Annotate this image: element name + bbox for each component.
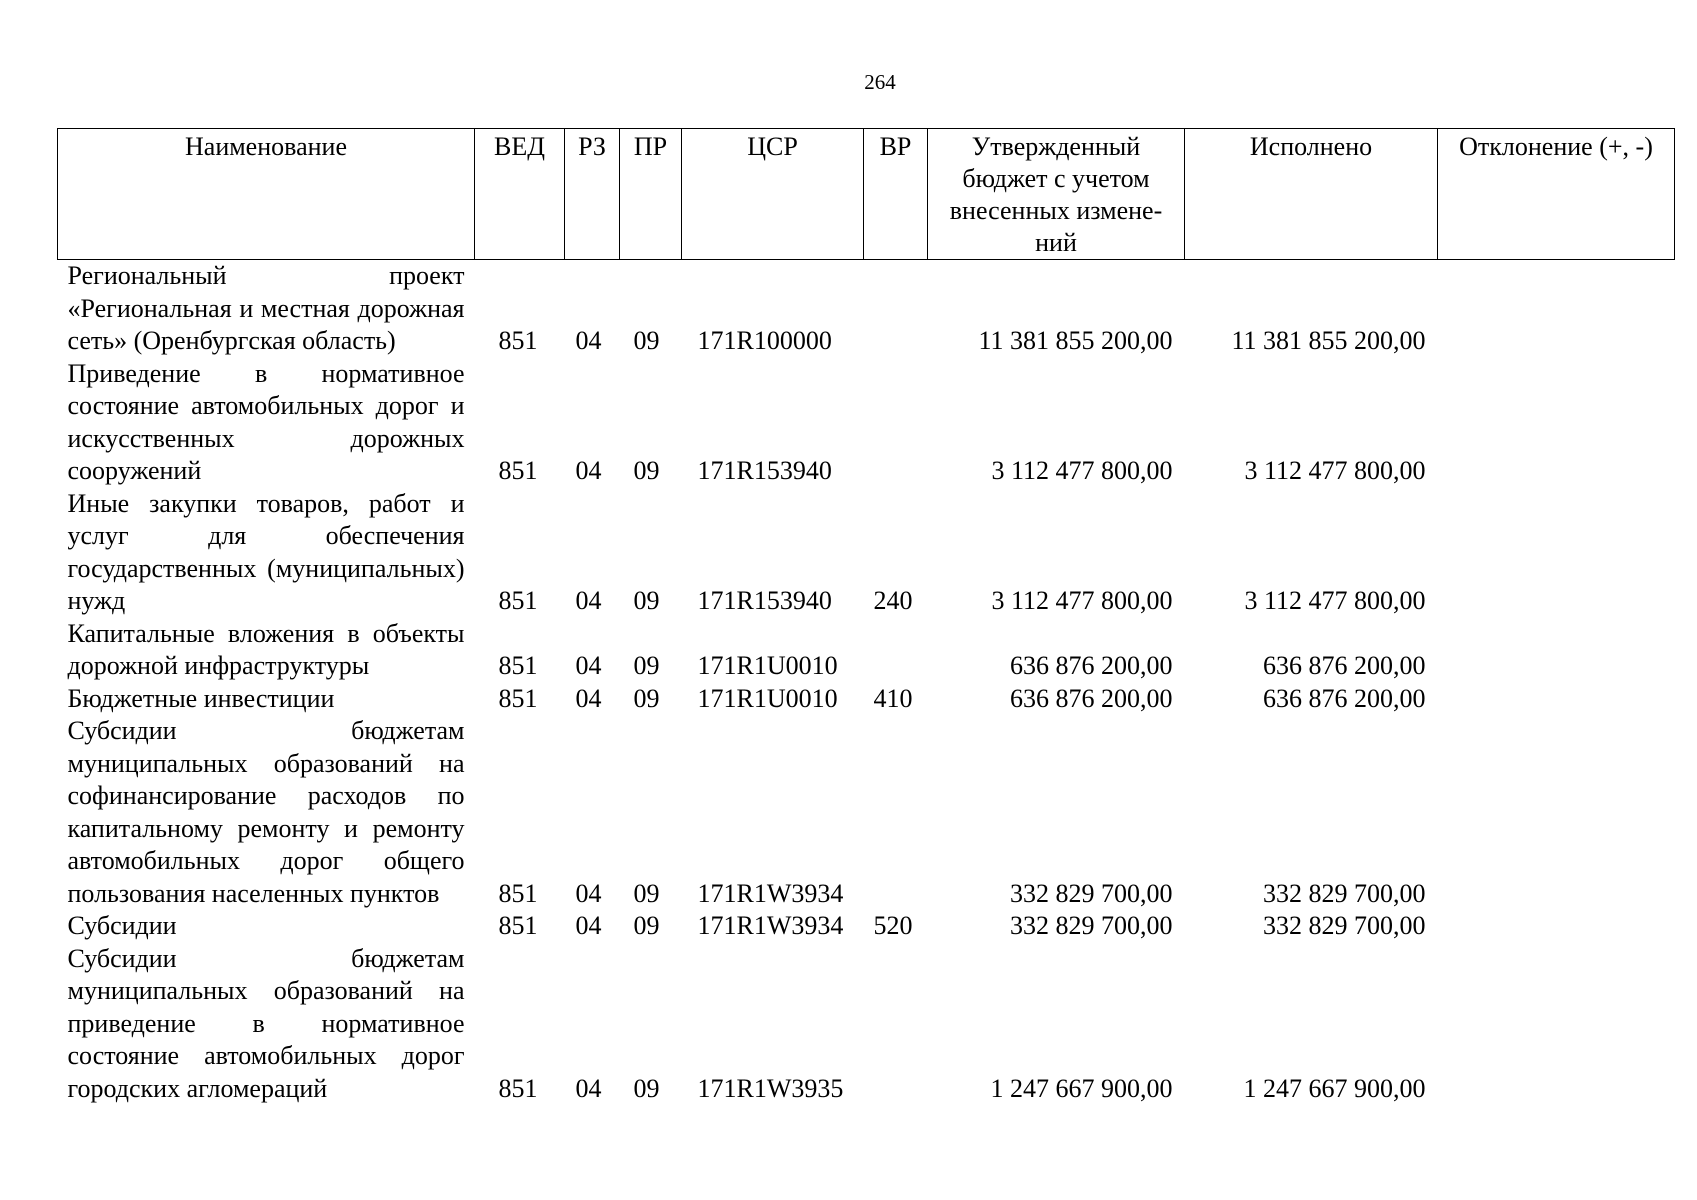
row-ved-cell: 851 bbox=[498, 683, 538, 713]
row-deviation-cell bbox=[1438, 715, 1675, 910]
table-row bbox=[58, 358, 1675, 488]
row-csr-cell: 171R1W3935 bbox=[697, 1073, 844, 1103]
row-executed-cell: 636 876 200,00 bbox=[1263, 651, 1426, 680]
row-vr-cell: 520 bbox=[873, 911, 913, 940]
row-approved-cell: 332 829 700,00 bbox=[1010, 911, 1173, 940]
row-vr-cell bbox=[864, 358, 928, 488]
row-csr-cell: 171R100000 bbox=[697, 326, 832, 355]
budget-table-container bbox=[57, 128, 1674, 1105]
row-vr-cell: 410 bbox=[873, 683, 913, 713]
row-name-cell: Капитальные вложения в объекты дорожной инфраструктуры bbox=[67, 618, 465, 680]
row-csr-cell: 171R1U0010 bbox=[697, 683, 838, 713]
row-name-cell: Субсидии бюджетам муниципальных образований на софинансирование расходов по капитальному ремонту и ремонту автомобильных дорог общего пользования населенных пунктов bbox=[67, 716, 465, 908]
row-deviation-cell bbox=[1438, 260, 1675, 358]
header-name: Наименование bbox=[58, 129, 475, 260]
row-pr-cell: 09 bbox=[633, 1073, 660, 1103]
row-ved-cell: 851 bbox=[498, 878, 538, 908]
table-row bbox=[58, 910, 1675, 943]
header-executed: Исполнено bbox=[1185, 129, 1438, 260]
row-name-cell: Субсидии бюджетам муниципальных образований на приведение в нормативное состояние автомобильных дорог городских агломераций bbox=[67, 943, 465, 1103]
row-deviation-cell bbox=[1438, 358, 1675, 488]
row-deviation-cell bbox=[1438, 683, 1675, 716]
row-executed-cell: 1 247 667 900,00 bbox=[1243, 1073, 1426, 1103]
row-csr-cell: 171R153940 bbox=[697, 586, 832, 615]
table-body bbox=[58, 260, 1675, 1106]
row-rz-cell: 04 bbox=[575, 586, 602, 615]
row-ved-cell: 851 bbox=[498, 911, 538, 940]
row-name-cell: Бюджетные инвестиции bbox=[67, 683, 335, 713]
row-rz-cell: 04 bbox=[575, 911, 602, 940]
row-ved-cell: 851 bbox=[498, 456, 538, 485]
row-vr-cell: 240 bbox=[873, 586, 913, 615]
row-csr-cell: 171R153940 bbox=[697, 456, 832, 485]
row-vr-cell bbox=[864, 943, 928, 1106]
header-row bbox=[58, 129, 1675, 260]
row-csr-cell: 171R1W3934 bbox=[697, 911, 844, 940]
page-number: 264 bbox=[864, 70, 896, 94]
row-vr-cell bbox=[864, 715, 928, 910]
header-rz: РЗ bbox=[565, 129, 620, 260]
row-approved-cell: 636 876 200,00 bbox=[1010, 651, 1173, 680]
row-name-cell: Приведение в нормативное состояние автомобильных дорог и искусственных дорожных сооружений bbox=[67, 358, 465, 485]
table-row bbox=[58, 683, 1675, 716]
row-csr-cell: 171R1U0010 bbox=[697, 651, 838, 680]
header-deviation: Отклонение (+, -) bbox=[1438, 129, 1675, 260]
row-rz-cell: 04 bbox=[575, 651, 602, 680]
row-ved-cell: 851 bbox=[498, 651, 538, 680]
row-rz-cell: 04 bbox=[575, 326, 602, 355]
table-row bbox=[58, 618, 1675, 683]
row-approved-cell: 11 381 855 200,00 bbox=[978, 326, 1173, 355]
table-row bbox=[58, 260, 1675, 358]
header-approved: Утвержденный бюджет с учетом внесенных измене- ний bbox=[928, 129, 1185, 260]
row-deviation-cell bbox=[1438, 488, 1675, 618]
table-header bbox=[58, 129, 1675, 260]
row-rz-cell: 04 bbox=[575, 456, 602, 485]
row-pr-cell: 09 bbox=[633, 651, 660, 680]
table-row bbox=[58, 943, 1675, 1106]
header-pr: ПР bbox=[620, 129, 682, 260]
row-pr-cell: 09 bbox=[633, 326, 660, 355]
row-name-cell: Субсидии bbox=[67, 911, 177, 940]
row-approved-cell: 1 247 667 900,00 bbox=[990, 1073, 1173, 1103]
row-ved-cell: 851 bbox=[498, 586, 538, 615]
row-csr-cell: 171R1W3934 bbox=[697, 878, 844, 908]
row-deviation-cell bbox=[1438, 618, 1675, 683]
row-pr-cell: 09 bbox=[633, 683, 660, 713]
row-vr-cell bbox=[864, 618, 928, 683]
row-deviation-cell bbox=[1438, 943, 1675, 1106]
row-ved-cell: 851 bbox=[498, 1073, 538, 1103]
table-row bbox=[58, 715, 1675, 910]
row-rz-cell: 04 bbox=[575, 1073, 602, 1103]
row-name-cell: Иные закупки товаров, работ и услуг для обеспечения государственных (муниципальных) нужд bbox=[67, 488, 465, 615]
row-pr-cell: 09 bbox=[633, 456, 660, 485]
row-executed-cell: 332 829 700,00 bbox=[1263, 911, 1426, 940]
row-ved-cell: 851 bbox=[498, 326, 538, 355]
row-pr-cell: 09 bbox=[633, 911, 660, 940]
row-approved-cell: 3 112 477 800,00 bbox=[991, 456, 1173, 485]
row-executed-cell: 636 876 200,00 bbox=[1263, 683, 1426, 713]
budget-table bbox=[57, 128, 1675, 1105]
row-vr-cell bbox=[864, 260, 928, 358]
row-name-cell: Региональный проект «Региональная и местная дорожная сеть» (Оренбургская область) bbox=[67, 261, 465, 355]
row-approved-cell: 636 876 200,00 bbox=[1010, 683, 1173, 713]
header-vr: ВР bbox=[864, 129, 928, 260]
row-approved-cell: 3 112 477 800,00 bbox=[991, 586, 1173, 615]
table-row bbox=[58, 488, 1675, 618]
header-ved: ВЕД bbox=[475, 129, 565, 260]
header-csr: ЦСР bbox=[682, 129, 864, 260]
row-approved-cell: 332 829 700,00 bbox=[1010, 878, 1173, 908]
row-pr-cell: 09 bbox=[633, 586, 660, 615]
row-executed-cell: 3 112 477 800,00 bbox=[1244, 586, 1426, 615]
row-deviation-cell bbox=[1438, 910, 1675, 943]
row-executed-cell: 3 112 477 800,00 bbox=[1244, 456, 1426, 485]
row-rz-cell: 04 bbox=[575, 878, 602, 908]
row-executed-cell: 332 829 700,00 bbox=[1263, 878, 1426, 908]
row-rz-cell: 04 bbox=[575, 683, 602, 713]
row-pr-cell: 09 bbox=[633, 878, 660, 908]
row-executed-cell: 11 381 855 200,00 bbox=[1231, 326, 1426, 355]
